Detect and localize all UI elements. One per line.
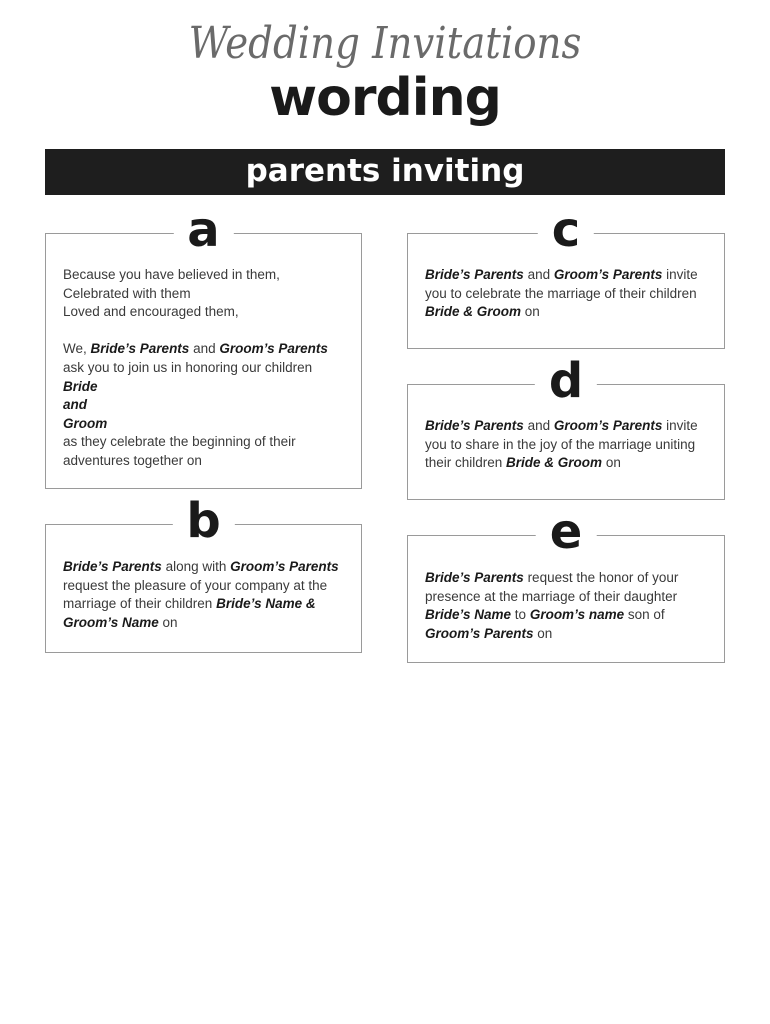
text-line: adventures together on [63,452,202,468]
text-line: Loved and encouraged them, [63,304,239,320]
card-letter-a: a [173,204,233,256]
wording-card-a [45,202,362,489]
text-line: We, Bride’s Parents and Groom’s Parents [63,341,328,357]
script-title: Wedding Invitations [188,18,582,69]
text-line: Bride’s Parents and Groom’s Parents invite [425,267,698,282]
text-line: ask you to join us in honoring our children [63,359,313,375]
text-line: you to celebrate the marriage of their children [425,285,697,301]
section-banner: parents inviting [45,149,725,195]
wording-card-e [407,504,725,663]
text-line: Bride [63,378,98,394]
text-line: Bride’s Parents request the honor of your [425,570,679,585]
card-text-b [63,558,349,632]
text-line: you to share in the joy of the marriage uniting [425,436,696,452]
text-line: Groom [63,415,108,431]
text-line: Celebrated with them [63,285,191,301]
text-line: Groom’s Parents on [425,625,553,641]
text-line: marriage of their children Bride’s Name & [63,596,316,612]
text-line: presence at the marriage of their daughter [425,588,678,604]
text-line: and [63,397,88,413]
card-letter-d: d [535,355,597,407]
text-line: as they celebrate the beginning of their [63,434,296,450]
card-letter-e: e [536,506,597,558]
card-letter-c: c [538,204,594,256]
card-text-e [425,569,712,643]
main-title: wording [269,68,501,128]
text-line: Bride’s Parents and Groom’s Parents invite [425,418,698,433]
text-line: Bride’s Parents along with Groom’s Parents [63,559,339,574]
text-line: Because you have believed in them, [63,267,280,282]
text-line: Bride & Groom on [425,304,540,320]
card-letter-b: b [172,495,234,547]
text-line: request the pleasure of your company at the [63,577,328,593]
wording-card-b [45,493,362,653]
text-line: their children Bride & Groom on [425,455,621,471]
card-text-c [425,266,712,322]
card-text-d [425,417,712,473]
wording-card-d [407,353,725,500]
text-line: Groom’s Name on [63,614,178,630]
text-line: Bride’s Name to Groom’s name son of [425,607,665,623]
card-text-a [63,266,349,471]
wording-card-c [407,202,725,349]
